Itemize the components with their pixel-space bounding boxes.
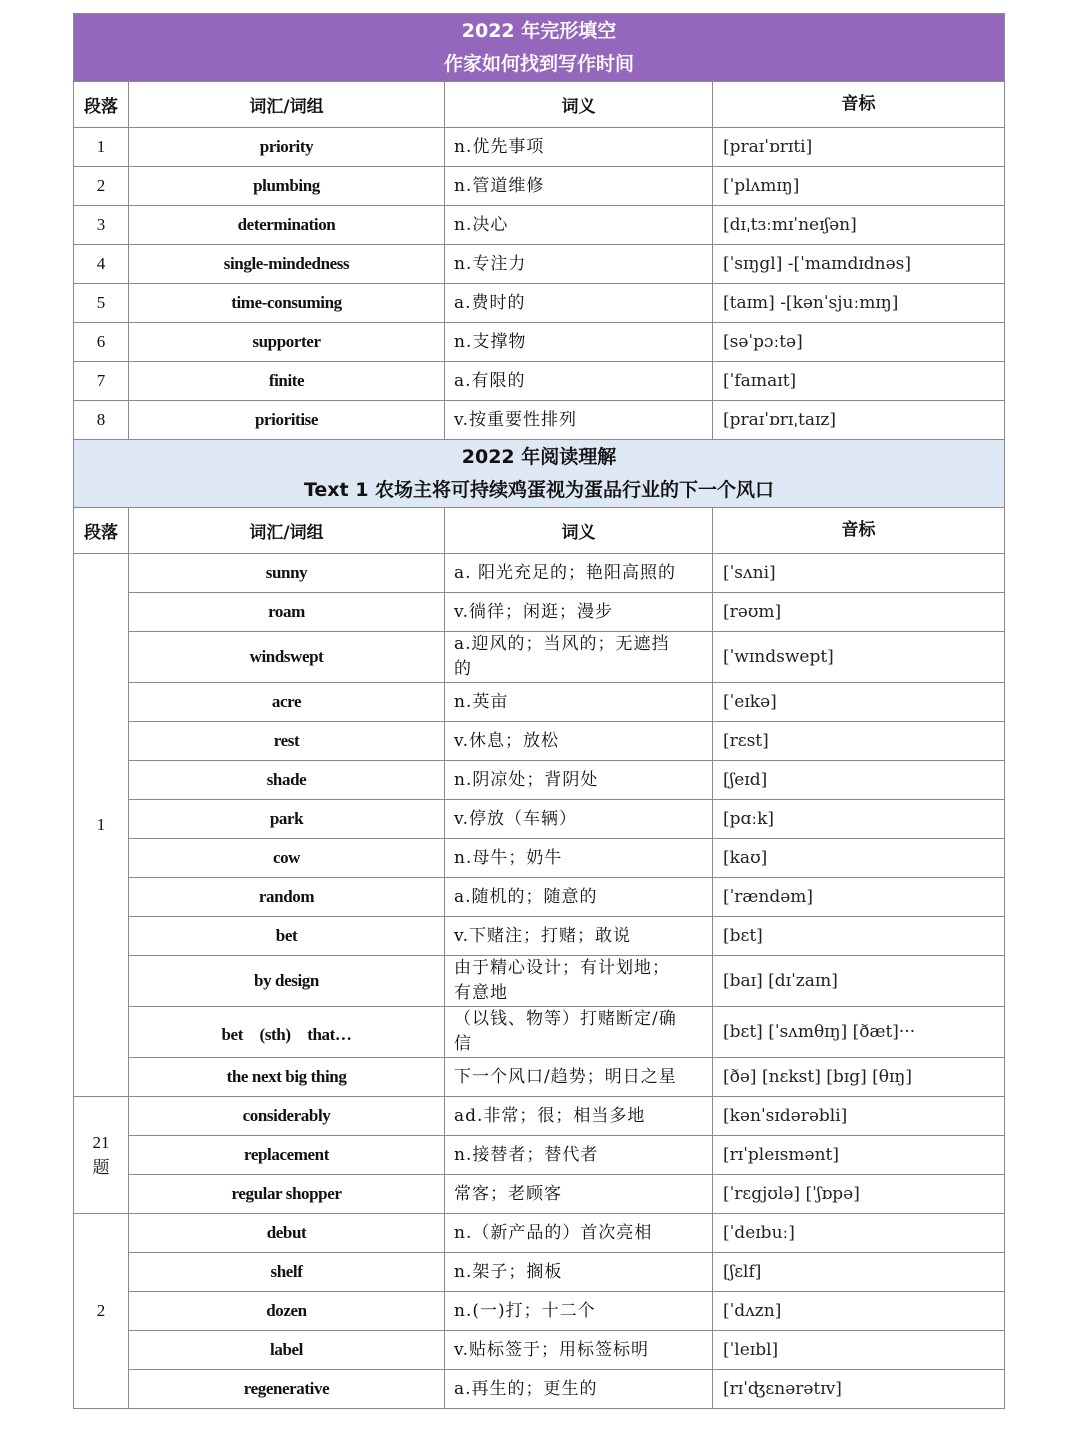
paragraph-number-line: 1 xyxy=(96,815,106,834)
table-row xyxy=(74,284,1005,323)
vocab-word: bet xyxy=(129,917,445,956)
header-pronunciation: 音标 xyxy=(713,82,1005,128)
header-word: 词汇/词组 xyxy=(129,508,445,554)
vocab-pronunciation: [ˈdeɪbuː] xyxy=(713,1214,1005,1253)
table-row xyxy=(74,1058,1005,1097)
vocab-word: replacement xyxy=(129,1136,445,1175)
vocab-word: sunny xyxy=(129,554,445,593)
vocab-meaning xyxy=(445,1292,713,1331)
vocab-word: cow xyxy=(129,839,445,878)
table-row xyxy=(74,206,1005,245)
vocab-meaning xyxy=(445,683,713,722)
vocab-pronunciation: [baɪ] [dɪˈzaɪn] xyxy=(713,956,1005,1007)
paragraph-number: 8 xyxy=(74,401,129,440)
vocab-word: shade xyxy=(129,761,445,800)
section-banner-cloze xyxy=(74,14,1005,82)
vocab-word: acre xyxy=(129,683,445,722)
vocab-meaning xyxy=(445,1007,713,1058)
table-row xyxy=(74,593,1005,632)
vocab-meaning-line: n.（新产品的）首次亮相 xyxy=(454,1222,653,1243)
vocab-word: windswept xyxy=(129,632,445,683)
vocab-meaning-line: 常客；老顾客 xyxy=(454,1183,562,1204)
paragraph-number xyxy=(74,1214,129,1409)
paragraph-number: 7 xyxy=(74,362,129,401)
paragraph-number: 3 xyxy=(74,206,129,245)
vocab-pronunciation: [ˈeɪkə] xyxy=(713,683,1005,722)
paragraph-number: 2 xyxy=(74,167,129,206)
vocab-meaning-line: 下一个风口/趋势；明日之星 xyxy=(454,1066,677,1087)
vocab-word: plumbing xyxy=(129,167,445,206)
vocab-meaning-line: （以钱、物等）打赌断定/确 xyxy=(454,1009,677,1029)
vocab-pronunciation: [bɛt] [ˈsʌmθɪŋ] [ðæt]··· xyxy=(713,1007,1005,1058)
table-row xyxy=(74,1370,1005,1409)
vocab-meaning-line: 的 xyxy=(454,659,472,679)
table-row xyxy=(74,401,1005,440)
vocab-pronunciation: [rɛst] xyxy=(713,722,1005,761)
paragraph-number: 1 xyxy=(74,128,129,167)
vocab-word: debut xyxy=(129,1214,445,1253)
table-row xyxy=(74,722,1005,761)
vocab-meaning xyxy=(445,554,713,593)
vocab-word: by design xyxy=(129,956,445,1007)
vocab-pronunciation: [ˈwɪndswept] xyxy=(713,632,1005,683)
vocab-pronunciation: [kənˈsɪdərəbli] xyxy=(713,1097,1005,1136)
table-row xyxy=(74,800,1005,839)
reading-header-row xyxy=(74,508,1005,554)
vocab-meaning xyxy=(445,722,713,761)
section-banner-reading xyxy=(74,440,1005,508)
vocab-meaning: n.管道维修 xyxy=(445,167,713,206)
table-row xyxy=(74,1331,1005,1370)
vocab-meaning-line: n.(一)打；十二个 xyxy=(454,1300,596,1321)
vocab-word: regenerative xyxy=(129,1370,445,1409)
vocab-pronunciation: [rəʊm] xyxy=(713,593,1005,632)
table-row xyxy=(74,323,1005,362)
vocab-word: regular shopper xyxy=(129,1175,445,1214)
vocab-meaning-line: v.徜徉；闲逛；漫步 xyxy=(454,601,613,622)
vocab-word: considerably xyxy=(129,1097,445,1136)
vocab-pronunciation: [ˈplʌmɪŋ] xyxy=(713,167,1005,206)
vocab-meaning xyxy=(445,593,713,632)
vocab-word: determination xyxy=(129,206,445,245)
vocab-pronunciation: [ˈsɪŋgl] -[ˈmaɪndɪdnəs] xyxy=(713,245,1005,284)
table-row xyxy=(74,1292,1005,1331)
vocab-meaning xyxy=(445,839,713,878)
vocab-meaning-line: v.下赌注；打赌；敢说 xyxy=(454,925,631,946)
vocab-pronunciation: [ʃɛlf] xyxy=(713,1253,1005,1292)
vocab-word: supporter xyxy=(129,323,445,362)
vocab-word: finite xyxy=(129,362,445,401)
cloze-banner-cell xyxy=(74,14,1005,82)
vocab-meaning: a.有限的 xyxy=(445,362,713,401)
table-row xyxy=(74,1097,1005,1136)
vocab-meaning-line: v.贴标签于；用标签标明 xyxy=(454,1339,649,1360)
table-row xyxy=(74,956,1005,1007)
table-row xyxy=(74,878,1005,917)
vocab-word: time-consuming xyxy=(129,284,445,323)
vocab-meaning-line: n.母牛；奶牛 xyxy=(454,847,563,868)
paragraph-number xyxy=(74,1097,129,1214)
header-word: 词汇/词组 xyxy=(129,82,445,128)
vocabulary-sheet xyxy=(73,13,1004,1409)
vocab-meaning-line: 由于精心设计；有计划地； xyxy=(454,958,670,978)
vocab-meaning xyxy=(445,878,713,917)
paragraph-number xyxy=(74,554,129,1097)
table-row xyxy=(74,683,1005,722)
vocab-pronunciation: [ˈsʌni] xyxy=(713,554,1005,593)
table-row xyxy=(74,362,1005,401)
table-row xyxy=(74,167,1005,206)
header-paragraph: 段落 xyxy=(74,508,129,554)
vocab-meaning-line: n.接替者；替代者 xyxy=(454,1144,599,1165)
vocab-meaning xyxy=(445,1097,713,1136)
vocab-pronunciation: [rɪˈpleɪsmənt] xyxy=(713,1136,1005,1175)
vocab-meaning: n.专注力 xyxy=(445,245,713,284)
table-row xyxy=(74,1007,1005,1058)
table-row xyxy=(74,839,1005,878)
paragraph-number-line: 21 xyxy=(92,1132,110,1152)
paragraph-number: 5 xyxy=(74,284,129,323)
vocab-pronunciation: [ˈfaɪnaɪt] xyxy=(713,362,1005,401)
vocab-meaning xyxy=(445,1253,713,1292)
vocab-pronunciation: [dɪˌtɜːmɪˈneɪʃən] xyxy=(713,206,1005,245)
vocab-meaning-line: a.迎风的；当风的；无遮挡 xyxy=(454,634,670,654)
paragraph-number-line: 2 xyxy=(96,1301,106,1320)
vocab-pronunciation: [kaʊ] xyxy=(713,839,1005,878)
vocabulary-table-body xyxy=(74,14,1005,1409)
vocab-meaning xyxy=(445,1331,713,1370)
cloze-title: 2022 年完形填空 xyxy=(461,19,617,42)
vocab-meaning xyxy=(445,1214,713,1253)
vocab-word: bet (sth) that… xyxy=(129,1007,445,1058)
header-paragraph: 段落 xyxy=(74,82,129,128)
vocab-meaning-line: v.停放（车辆） xyxy=(454,808,577,829)
header-meaning: 词义 xyxy=(445,82,713,128)
vocab-word: roam xyxy=(129,593,445,632)
vocab-pronunciation: [ˈleɪbl] xyxy=(713,1331,1005,1370)
vocabulary-table xyxy=(73,13,1005,1409)
reading-banner-cell xyxy=(74,440,1005,508)
vocab-meaning-line: 信 xyxy=(454,1034,472,1054)
header-meaning: 词义 xyxy=(445,508,713,554)
vocab-pronunciation: [ˈrɛgjʊlə] [ˈʃɒpə] xyxy=(713,1175,1005,1214)
vocab-pronunciation: [ðə] [nɛkst] [bɪg] [θɪŋ] xyxy=(713,1058,1005,1097)
vocab-meaning xyxy=(445,917,713,956)
cloze-subtitle: 作家如何找到写作时间 xyxy=(444,52,635,75)
cloze-header-row xyxy=(74,82,1005,128)
vocab-word: park xyxy=(129,800,445,839)
table-row xyxy=(74,761,1005,800)
vocab-meaning: a.费时的 xyxy=(445,284,713,323)
vocab-word: single-mindedness xyxy=(129,245,445,284)
paragraph-number: 4 xyxy=(74,245,129,284)
vocab-meaning-line: a.随机的；随意的 xyxy=(454,886,598,907)
vocab-pronunciation: [rɪˈʤɛnərətɪv] xyxy=(713,1370,1005,1409)
paragraph-number: 6 xyxy=(74,323,129,362)
reading-subtitle: Text 1 农场主将可持续鸡蛋视为蛋品行业的下一个风口 xyxy=(303,478,775,501)
vocab-pronunciation: [pɑːk] xyxy=(713,800,1005,839)
vocab-word: the next big thing xyxy=(129,1058,445,1097)
vocab-meaning: n.决心 xyxy=(445,206,713,245)
table-row xyxy=(74,1136,1005,1175)
table-row xyxy=(74,632,1005,683)
header-pronunciation: 音标 xyxy=(713,508,1005,554)
vocab-meaning: n.优先事项 xyxy=(445,128,713,167)
vocab-word: prioritise xyxy=(129,401,445,440)
vocab-word: priority xyxy=(129,128,445,167)
vocab-meaning-line: a. 阳光充足的；艳阳高照的 xyxy=(454,562,676,583)
vocab-word: label xyxy=(129,1331,445,1370)
paragraph-number-line: 题 xyxy=(92,1157,110,1177)
table-row xyxy=(74,554,1005,593)
vocab-meaning xyxy=(445,1175,713,1214)
vocab-meaning xyxy=(445,956,713,1007)
vocab-word: random xyxy=(129,878,445,917)
vocab-word: dozen xyxy=(129,1292,445,1331)
vocab-meaning: n.支撑物 xyxy=(445,323,713,362)
table-row xyxy=(74,128,1005,167)
table-row xyxy=(74,1175,1005,1214)
vocab-pronunciation: [ˈrændəm] xyxy=(713,878,1005,917)
vocab-pronunciation: [bɛt] xyxy=(713,917,1005,956)
vocab-pronunciation: [ˈdʌzn] xyxy=(713,1292,1005,1331)
vocab-meaning-line: n.阴凉处；背阴处 xyxy=(454,769,599,790)
vocab-pronunciation: [səˈpɔːtə] xyxy=(713,323,1005,362)
table-row xyxy=(74,245,1005,284)
vocab-meaning xyxy=(445,761,713,800)
vocab-pronunciation: [praɪˈɒrɪti] xyxy=(713,128,1005,167)
vocab-word: rest xyxy=(129,722,445,761)
vocab-meaning xyxy=(445,1058,713,1097)
vocab-meaning-line: a.再生的；更生的 xyxy=(454,1378,598,1399)
table-row xyxy=(74,1253,1005,1292)
vocab-meaning-line: 有意地 xyxy=(454,983,508,1003)
vocab-word: shelf xyxy=(129,1253,445,1292)
vocab-meaning: v.按重要性排列 xyxy=(445,401,713,440)
vocab-meaning xyxy=(445,632,713,683)
vocab-pronunciation: [taɪm] -[kənˈsjuːmɪŋ] xyxy=(713,284,1005,323)
reading-title: 2022 年阅读理解 xyxy=(461,445,617,468)
vocab-meaning xyxy=(445,800,713,839)
vocab-pronunciation: [praɪˈɒrɪˌtaɪz] xyxy=(713,401,1005,440)
vocab-meaning-line: n.架子；搁板 xyxy=(454,1261,563,1282)
vocab-meaning-line: ad.非常；很；相当多地 xyxy=(454,1105,646,1126)
vocab-meaning xyxy=(445,1136,713,1175)
table-row xyxy=(74,917,1005,956)
vocab-pronunciation: [ʃeɪd] xyxy=(713,761,1005,800)
vocab-meaning-line: v.休息；放松 xyxy=(454,730,559,751)
vocab-meaning-line: n.英亩 xyxy=(454,691,509,712)
vocab-meaning xyxy=(445,1370,713,1409)
table-row xyxy=(74,1214,1005,1253)
